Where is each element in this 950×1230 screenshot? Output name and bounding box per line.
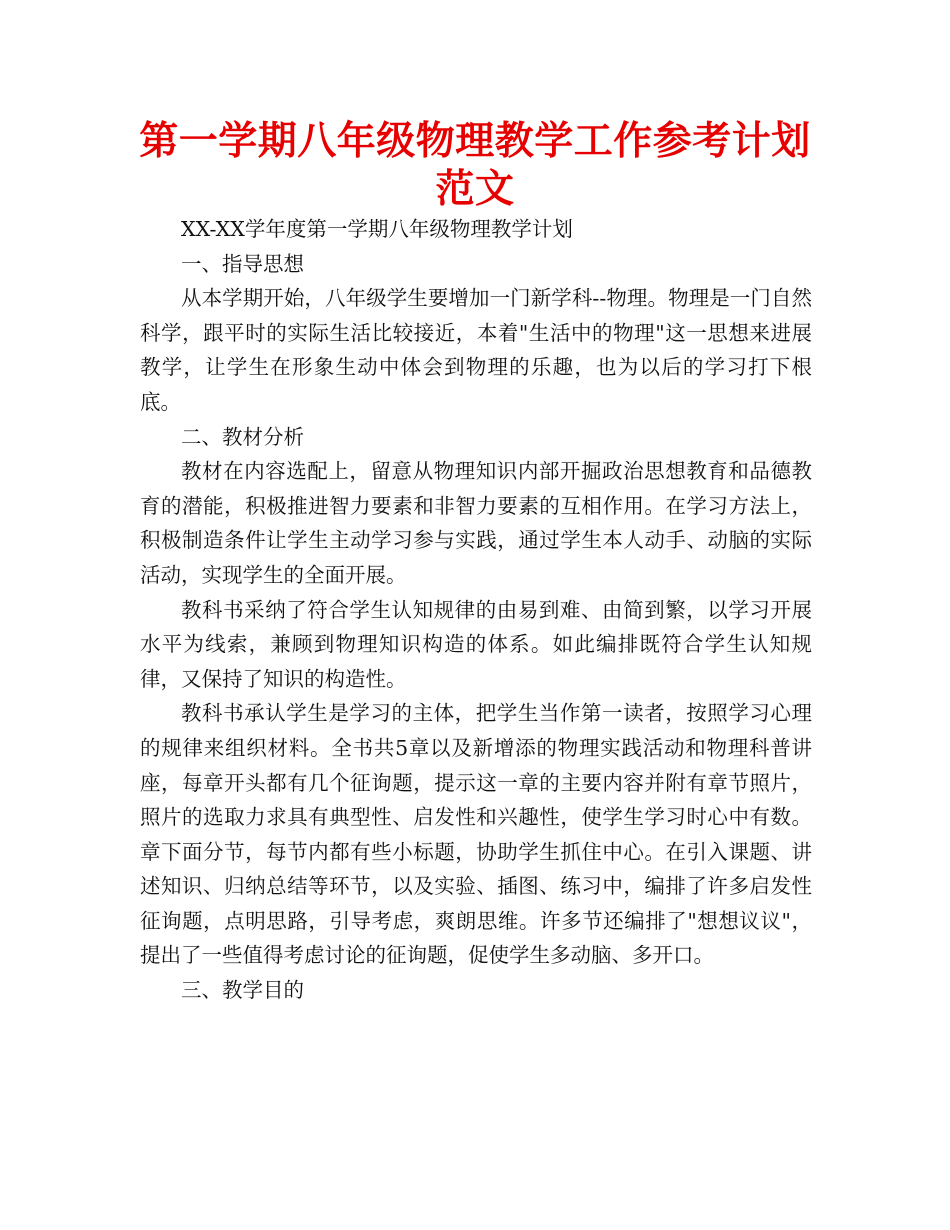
paragraph-textbook-content: 教材在内容选配上，留意从物理知识内部开掘政治思想教育和品德教育的潜能，积极推进智力要素和非智力要素的互相作用。在学习方法上，积极制造条件让学生主动学习参与实践，通过学生本人动手、动脑的实际活动，实现学生的全面开展。 — [140, 459, 812, 587]
section-heading-guiding-ideology: 一、指导思想 — [181, 251, 304, 276]
document-body — [140, 212, 812, 1008]
section-heading-textbook-analysis: 二、教材分析 — [181, 424, 304, 449]
paragraph-guiding-ideology: 从本学期开始，八年级学生要增加一门新学科--物理。物理是一门自然科学，跟平时的实际生活比较接近，本着"生活中的物理"这一思想来进展教学，让学生在形象生动中体会到物理的乐趣，也为以后的学习打下根底。 — [140, 286, 812, 414]
plan-heading: XX-XX学年度第一学期八年级物理教学计划 — [181, 217, 573, 241]
section-heading-teaching-goals: 三、教学目的 — [181, 978, 304, 1003]
paragraph-textbook-structure: 教科书采纳了符合学生认知规律的由易到难、由简到繁，以学习开展水平为线索，兼顾到物理知识构造的体系。如此编排既符合学生认知规律，又保持了知识的构造性。 — [140, 597, 812, 691]
document-title: 第一学期八年级物理教学工作参考计划范文 — [139, 119, 811, 212]
paragraph-textbook-student-centered: 教科书承认学生是学习的主体，把学生当作第一读者，按照学习心理的规律来组织材料。全书共5章以及新增添的物理实践活动和物理科普讲座，每章开头都有几个征询题，提示这一章的主要内容并附有章节照片，照片的选取力求具有典型性、启发性和兴趣性，使学生学习时心中有数。章下面分节，每节内都有些小标题，协助学生抓住中心。在引入课题、讲述知识、归纳总结等环节，以及实验、插图、练习中，编排了许多启发性征询题，点明思路，引导考虑，爽朗思维。许多节还编排了"想想议议"，提出了一些值得考虑讨论的征询题，促使学生多动脑、多开口。 — [140, 701, 812, 968]
